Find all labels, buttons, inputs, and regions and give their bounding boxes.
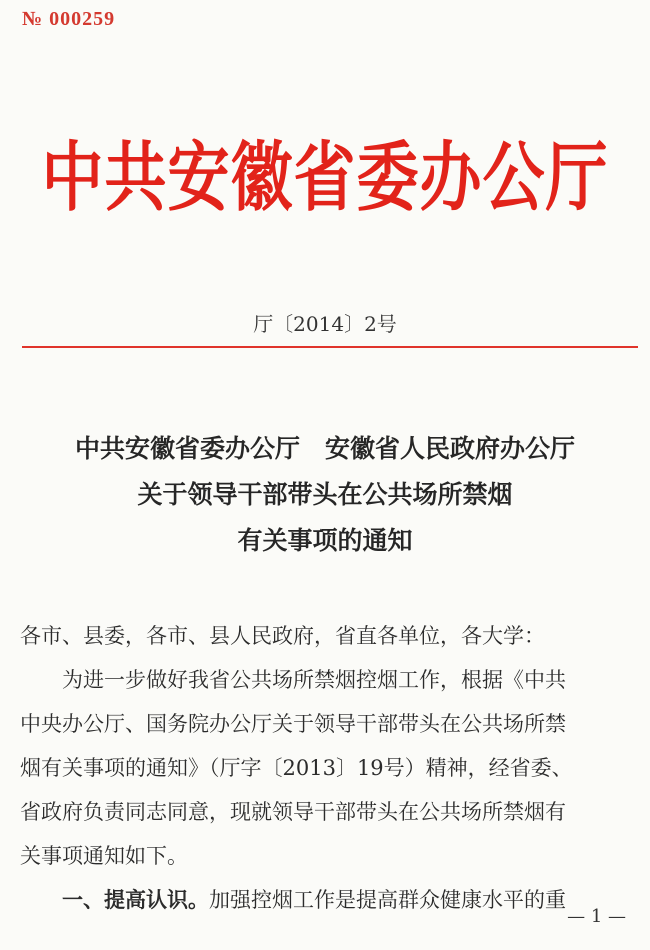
red-divider-line [22,346,638,348]
paragraph-1-line-4: 省政府负责同志同意，现就领导干部带头在公共场所禁烟有 [20,800,566,824]
document-title [0,426,650,564]
section-1-text: 加强控烟工作是提高群众健康水平的重 [209,888,566,912]
paragraph-1-line-1: 为进一步做好我省公共场所禁烟控烟工作，根据《中共 [62,668,566,692]
page-number: — 1 — [567,906,626,927]
title-line-1: 中共安徽省委办公厅 安徽省人民政府办公厅 [74,434,575,463]
document-body [20,614,634,922]
paragraph-1-line-2: 中央办公厅、国务院办公厅关于领导干部带头在公共场所禁 [20,712,566,736]
addressee-line: 各市、县委，各市、县人民政府，省直各单位，各大学： [20,624,545,648]
paragraph-1-line-5: 关事项通知如下。 [20,844,188,868]
document-number: 厅〔2014〕2号 [253,312,397,336]
title-line-2: 关于领导干部带头在公共场所禁烟 [137,480,513,509]
paragraph-1-line-3: 烟有关事项的通知》（厅字〔2013〕19号）精神，经省委、 [20,756,573,780]
section-1-line [20,878,634,922]
serial-number: № 000259 [22,8,116,30]
title-line-3: 有关事项的通知 [237,526,413,555]
issuing-office-header: 中共安徽省委办公厅 [41,132,609,222]
section-1-heading: 一、提高认识。 [62,888,209,912]
